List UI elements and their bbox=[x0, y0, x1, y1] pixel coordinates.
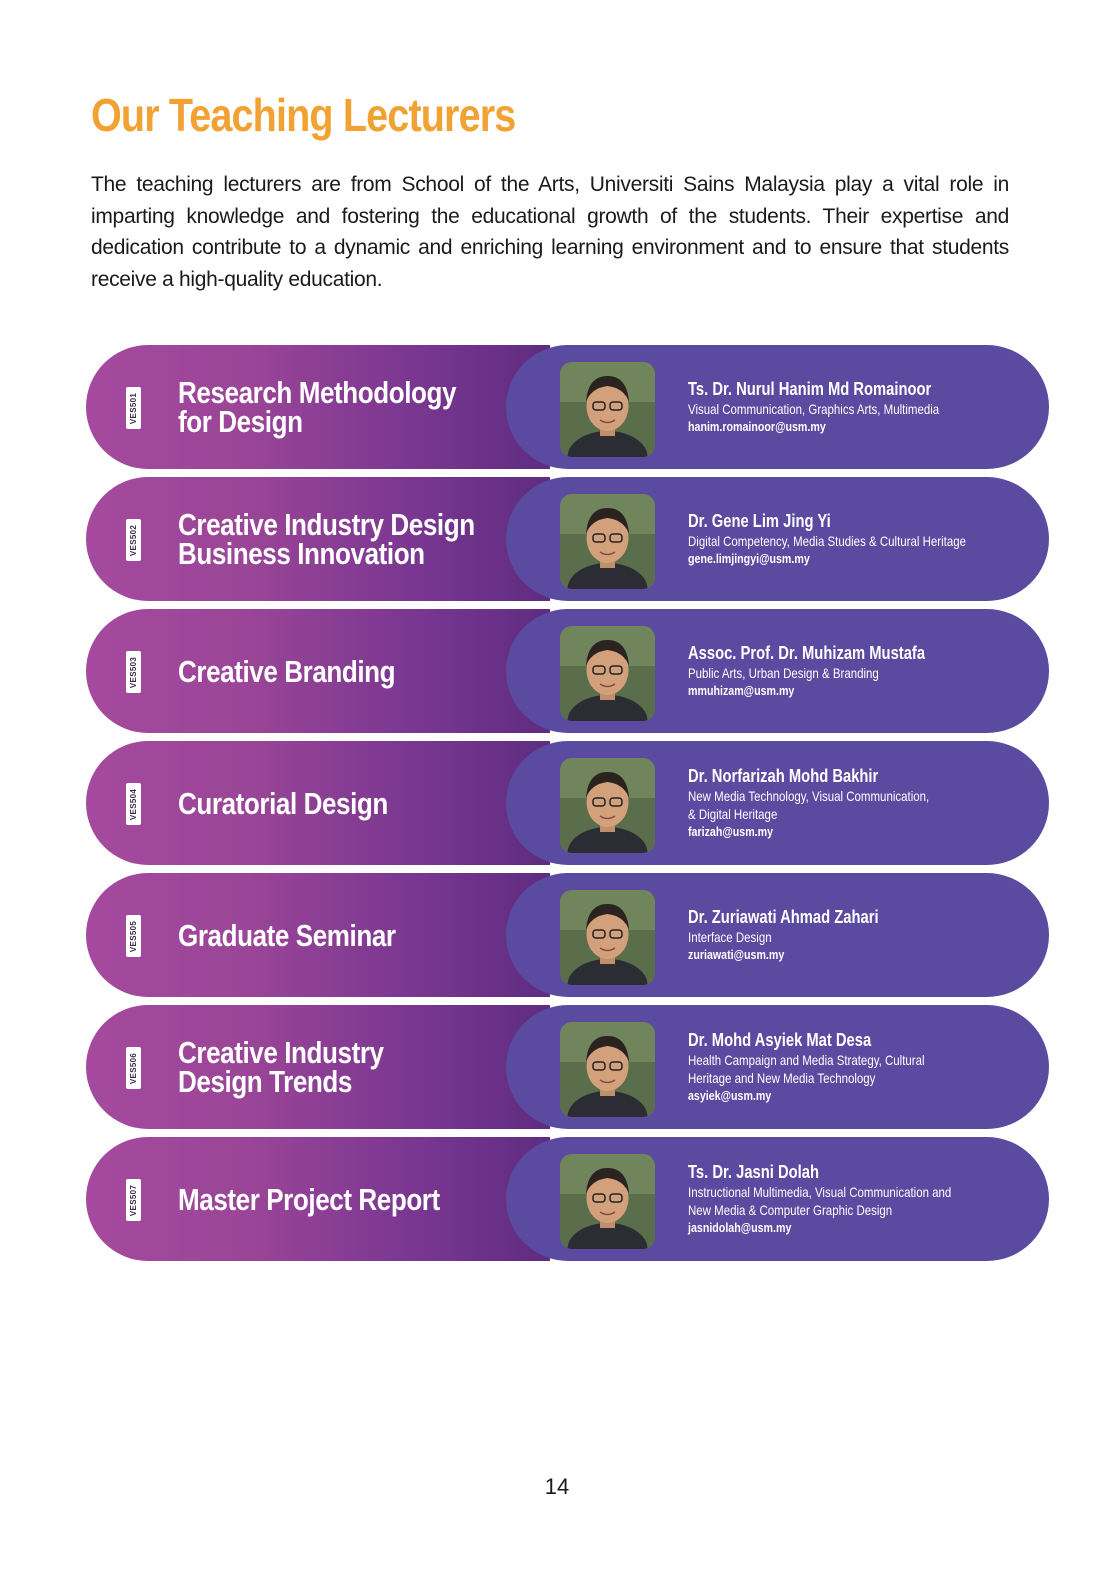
lecturer-info bbox=[688, 609, 1028, 733]
course-code-badge bbox=[126, 915, 141, 957]
lecturer-info bbox=[688, 1005, 1028, 1129]
lecturer-name: Dr. Norfarizah Mohd Bakhir bbox=[688, 765, 879, 786]
lecturer-email[interactable]: jasnidolah@usm.my bbox=[688, 1219, 792, 1235]
course-row bbox=[86, 609, 1049, 733]
course-title bbox=[178, 345, 538, 469]
lecturer-info bbox=[688, 345, 1028, 469]
lecturer-name: Dr. Gene Lim Jing Yi bbox=[688, 510, 831, 531]
lecturer-expertise-line: Health Campaign and Media Strategy, Cultural bbox=[688, 1051, 925, 1068]
course-row bbox=[86, 477, 1049, 601]
course-title-line: Creative Industry Design bbox=[178, 507, 475, 542]
lecturer-name: Ts. Dr. Nurul Hanim Md Romainoor bbox=[688, 378, 932, 399]
course-title-line: Master Project Report bbox=[178, 1181, 440, 1217]
course-title bbox=[178, 1137, 538, 1261]
lecturer-expertise-line: Visual Communication, Graphics Arts, Multimedia bbox=[688, 400, 940, 417]
lecturer-email[interactable]: zuriawati@usm.my bbox=[688, 946, 785, 962]
lecturer-photo bbox=[560, 626, 655, 721]
person-photo-icon bbox=[560, 1022, 655, 1117]
course-row bbox=[86, 1137, 1049, 1261]
course-banner bbox=[86, 1005, 550, 1129]
course-code-badge bbox=[126, 651, 141, 693]
course-code: VES507 bbox=[129, 1184, 138, 1216]
lecturer-info bbox=[688, 873, 1028, 997]
course-banner bbox=[86, 609, 550, 733]
lecturer-expertise-line: Interface Design bbox=[688, 928, 772, 945]
course-code-badge bbox=[126, 519, 141, 561]
course-title-line: Design Trends bbox=[178, 1064, 352, 1099]
lecturer-email[interactable]: mmuhizam@usm.my bbox=[688, 682, 795, 698]
course-code: VES501 bbox=[129, 392, 138, 424]
course-title-line: Research Methodology bbox=[178, 375, 457, 410]
lecturer-name: Assoc. Prof. Dr. Muhizam Mustafa bbox=[688, 642, 926, 663]
lecturer-expertise-line: & Digital Heritage bbox=[688, 805, 778, 822]
course-title-line: Graduate Seminar bbox=[178, 917, 396, 953]
person-photo-icon bbox=[560, 626, 655, 721]
lecturer-name: Dr. Mohd Asyiek Mat Desa bbox=[688, 1029, 872, 1050]
lecturer-expertise bbox=[688, 1183, 1028, 1219]
course-code: VES505 bbox=[129, 920, 138, 952]
course-title-line: for Design bbox=[178, 404, 303, 439]
lecturer-name: Dr. Zuriawati Ahmad Zahari bbox=[688, 906, 879, 927]
course-banner bbox=[86, 873, 550, 997]
course-code: VES506 bbox=[129, 1052, 138, 1084]
lecturer-expertise bbox=[688, 1051, 1028, 1087]
person-photo-icon bbox=[560, 362, 655, 457]
page-number: 14 bbox=[544, 1474, 570, 1499]
course-title-line: Creative Industry bbox=[178, 1035, 384, 1070]
course-banner bbox=[86, 477, 550, 601]
course-code: VES504 bbox=[129, 788, 138, 820]
lecturer-info bbox=[688, 741, 1028, 865]
lecturer-expertise-line: Public Arts, Urban Design & Branding bbox=[688, 664, 879, 681]
lecturer-photo bbox=[560, 890, 655, 985]
course-code-badge bbox=[126, 1047, 141, 1089]
course-row bbox=[86, 345, 1049, 469]
course-title-line: Business Innovation bbox=[178, 536, 425, 571]
lecturer-expertise bbox=[688, 928, 1028, 946]
lecturer-email[interactable]: farizah@usm.my bbox=[688, 823, 774, 839]
course-code-badge bbox=[126, 387, 141, 429]
lecturer-email[interactable]: asyiek@usm.my bbox=[688, 1087, 772, 1103]
intro-paragraph: The teaching lecturers are from School of the Arts, Universiti Sains Malaysia play a vital role in imparting knowledge and fostering the educational growth of the students. Their expertise and dedication contribute to a dynamic and enriching learning environment and to ensure that students receive a high-quality education. bbox=[91, 173, 1009, 291]
lecturer-photo bbox=[560, 1022, 655, 1117]
lecturer-info bbox=[688, 1137, 1028, 1261]
page-title: Our Teaching Lecturers bbox=[91, 89, 516, 141]
lecturer-expertise-line: New Media Technology, Visual Communication, bbox=[688, 787, 930, 804]
course-title bbox=[178, 609, 538, 733]
course-row bbox=[86, 1005, 1049, 1129]
course-banner bbox=[86, 1137, 550, 1261]
course-code: VES502 bbox=[129, 524, 138, 556]
lecturer-expertise bbox=[688, 787, 1028, 823]
course-row bbox=[86, 741, 1049, 865]
lecturer-name: Ts. Dr. Jasni Dolah bbox=[688, 1161, 819, 1182]
lecturer-photo bbox=[560, 494, 655, 589]
lecturer-photo bbox=[560, 1154, 655, 1249]
lecturer-photo bbox=[560, 362, 655, 457]
course-title-line: Curatorial Design bbox=[178, 785, 388, 821]
lecturer-expertise bbox=[688, 400, 1028, 418]
lecturer-info bbox=[688, 477, 1028, 601]
lecturer-expertise-line: Digital Competency, Media Studies & Cultural Heritage bbox=[688, 532, 966, 549]
course-title bbox=[178, 1005, 538, 1129]
course-row bbox=[86, 873, 1049, 997]
course-title bbox=[178, 873, 538, 997]
person-photo-icon bbox=[560, 494, 655, 589]
course-title-line: Creative Branding bbox=[178, 653, 396, 689]
course-list bbox=[86, 345, 1049, 1269]
person-photo-icon bbox=[560, 758, 655, 853]
course-title bbox=[178, 741, 538, 865]
lecturer-expertise bbox=[688, 664, 1028, 682]
lecturer-expertise-line: Heritage and New Media Technology bbox=[688, 1069, 876, 1086]
course-code-badge bbox=[126, 783, 141, 825]
lecturer-expertise bbox=[688, 532, 1028, 550]
course-banner bbox=[86, 741, 550, 865]
lecturer-email[interactable]: gene.limjingyi@usm.my bbox=[688, 550, 810, 566]
lecturer-photo bbox=[560, 758, 655, 853]
course-banner bbox=[86, 345, 550, 469]
course-code: VES503 bbox=[129, 656, 138, 688]
lecturer-email[interactable]: hanim.romainoor@usm.my bbox=[688, 418, 826, 434]
course-title bbox=[178, 477, 538, 601]
course-code-badge bbox=[126, 1179, 141, 1221]
person-photo-icon bbox=[560, 1154, 655, 1249]
lecturer-expertise-line: New Media & Computer Graphic Design bbox=[688, 1201, 893, 1218]
lecturer-expertise-line: Instructional Multimedia, Visual Communication and bbox=[688, 1183, 952, 1200]
person-photo-icon bbox=[560, 890, 655, 985]
